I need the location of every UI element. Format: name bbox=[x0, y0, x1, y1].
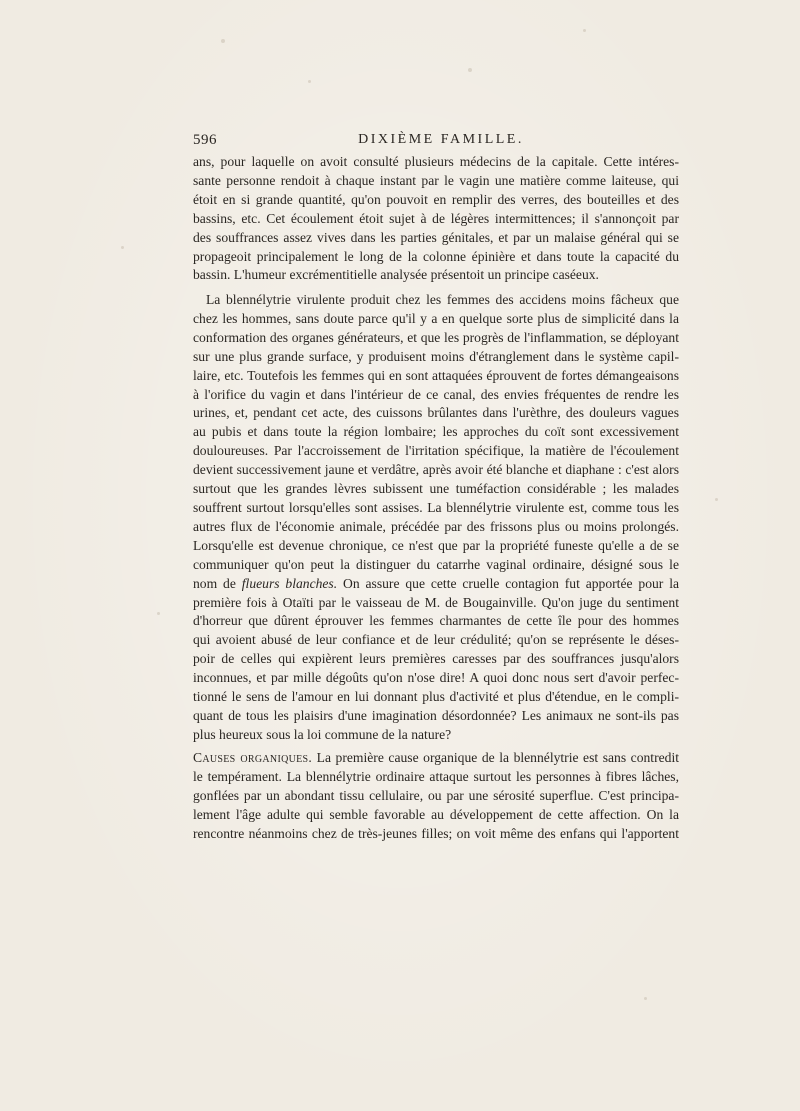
text-line: tionné le sens de l'amour en lui donnant plus d'activité et plus d'étendue, en le compli- bbox=[193, 689, 679, 705]
text-line: le tempérament. La blennélytrie ordinaire attaque surtout les personnes à fibres lâches, bbox=[193, 768, 679, 784]
text-line: à l'orifice du vagin et dans l'intérieur de ce canal, des envies fréquentes de rendre les bbox=[193, 386, 679, 402]
text-line: quant de tous les plaisirs d'une imagination désordonnée? Les animaux ne sont-ils pas bbox=[193, 707, 679, 723]
text-line: conformation des organes générateurs, et que les progrès de l'inflammation, se déployant bbox=[193, 329, 679, 345]
text-line: lement l'âge adulte qui semble favorable au développement de cette affection. On la bbox=[193, 806, 679, 822]
text-line: des souffrances assez vives dans les parties génitales, et par un malaise général qui se bbox=[193, 229, 679, 245]
text-line: autres flux de l'économie animale, précédée par des frissons plus ou moins prolongés. bbox=[193, 518, 679, 534]
text-line: sur une plus grande surface, y produisent moins d'étranglement dans le système capil- bbox=[193, 348, 679, 364]
text-line: ans, pour laquelle on avoit consulté plusieurs médecins de la capitale. Cette intéres- bbox=[193, 154, 679, 169]
text-line: urines, et, pendant cet acte, des cuissons brûlantes dans l'urèthre, des douleurs vagues bbox=[193, 405, 679, 421]
text-line: devient successivement jaune et verdâtre, après avoir été blanche et diaphane : c'est alors bbox=[193, 462, 679, 478]
text-line: première fois à Otaïti par le vaisseau de M. de Bougainville. Qu'on juge du sentiment bbox=[193, 594, 679, 610]
paragraph-2 bbox=[193, 291, 679, 745]
foxing-spot bbox=[644, 997, 647, 1000]
text-line: qui avoient abusé de leur confiance et de leur crédulité; qu'on se représente le déses- bbox=[193, 632, 679, 648]
paragraph-1 bbox=[193, 153, 679, 285]
text-line-with-heading bbox=[193, 749, 679, 768]
page-number: 596 bbox=[193, 132, 217, 148]
italic-term: flueurs blanches. bbox=[241, 575, 338, 591]
text-line-with-italic bbox=[193, 575, 679, 594]
foxing-spot bbox=[157, 612, 160, 615]
text-line: bassins, etc. Cet écoulement étoit sujet à de légères intermittences; il s'annonçoit par bbox=[193, 210, 679, 226]
foxing-spot bbox=[221, 39, 225, 43]
text-line: laire, etc. Toutefois les femmes qui en sont attaquées éprouvent de fortes démangeaisons bbox=[193, 367, 679, 383]
text-line: étoit en si grande quantité, qu'on pouvoit en remplir des verres, des bouteilles et des bbox=[193, 191, 679, 207]
text-line: douloureuses. Par l'accroissement de l'irritation spécifique, la matière de l'écoulement bbox=[193, 443, 679, 459]
text-line: surtout que les grandes lèvres subissent une tuméfaction considérable ; les malades bbox=[193, 481, 679, 497]
text-line: chez les hommes, sans doute parce qu'il y a en quelque sorte plus de simplicité dans la bbox=[193, 310, 679, 326]
running-head bbox=[193, 130, 679, 154]
text-line: au pubis et dans toute la région lombaire; les approches du coït sont excessivement bbox=[193, 424, 679, 440]
text-line: rencontre néanmoins chez de très-jeunes filles; on voit même des enfans qui l'apportent bbox=[193, 825, 679, 841]
text-line: sante personne rendoit à chaque instant par le vagin une matière comme laiteuse, qui bbox=[193, 172, 679, 188]
text-line: plus heureux sous la loi commune de la nature? bbox=[193, 726, 452, 742]
text-line: poir de celles qui expièrent leurs premières caresses par des souffrances jusqu'alors bbox=[193, 651, 679, 667]
section-title: DIXIÈME FAMILLE. bbox=[358, 132, 524, 147]
text-fragment: nom de bbox=[193, 575, 242, 591]
foxing-spot bbox=[121, 246, 124, 249]
section-heading: Causes organiques. bbox=[193, 750, 313, 765]
text-line: d'horreur que dûrent éprouver les femmes charmantes de cette île pour des hommes bbox=[193, 613, 679, 629]
text-fragment: On assure que cette cruelle contagion fut apportée pour la bbox=[337, 575, 680, 591]
paragraph-3 bbox=[193, 749, 679, 844]
text-line: La blennélytrie virulente produit chez les femmes des accidens moins fâcheux que bbox=[206, 292, 679, 307]
text-line: inconnues, et par mille dégoûts qu'on n'ose dire! A quoi donc nous sert d'avoir perfec- bbox=[193, 670, 679, 686]
text-fragment: La première cause organique de la blennélytrie est sans contredit bbox=[312, 750, 679, 765]
text-line: Lorsqu'elle est devenue chronique, ce n'est que par la propriété funeste qu'elle a de se bbox=[193, 537, 679, 553]
text-line: bassin. L'humeur excrémentitielle analysée présentoit un principe caséeux. bbox=[193, 267, 599, 283]
foxing-spot bbox=[715, 498, 718, 501]
foxing-spot bbox=[308, 80, 311, 83]
text-line: souffrent surtout lorsqu'elles sont assises. La blennélytrie virulente est, comme tous les bbox=[193, 499, 679, 515]
text-line: communiquer qu'on peut la distinguer du catarrhe vaginal ordinaire, désigné sous le bbox=[193, 556, 679, 572]
text-line: propageoit principalement le long de la colonne épinière et dans toute la capacité du bbox=[193, 248, 679, 264]
foxing-spot bbox=[583, 29, 586, 32]
foxing-spot bbox=[468, 68, 472, 72]
text-line: gonflées par un abondant tissu cellulaire, ou par une sérosité superflue. C'est principa- bbox=[193, 787, 679, 803]
